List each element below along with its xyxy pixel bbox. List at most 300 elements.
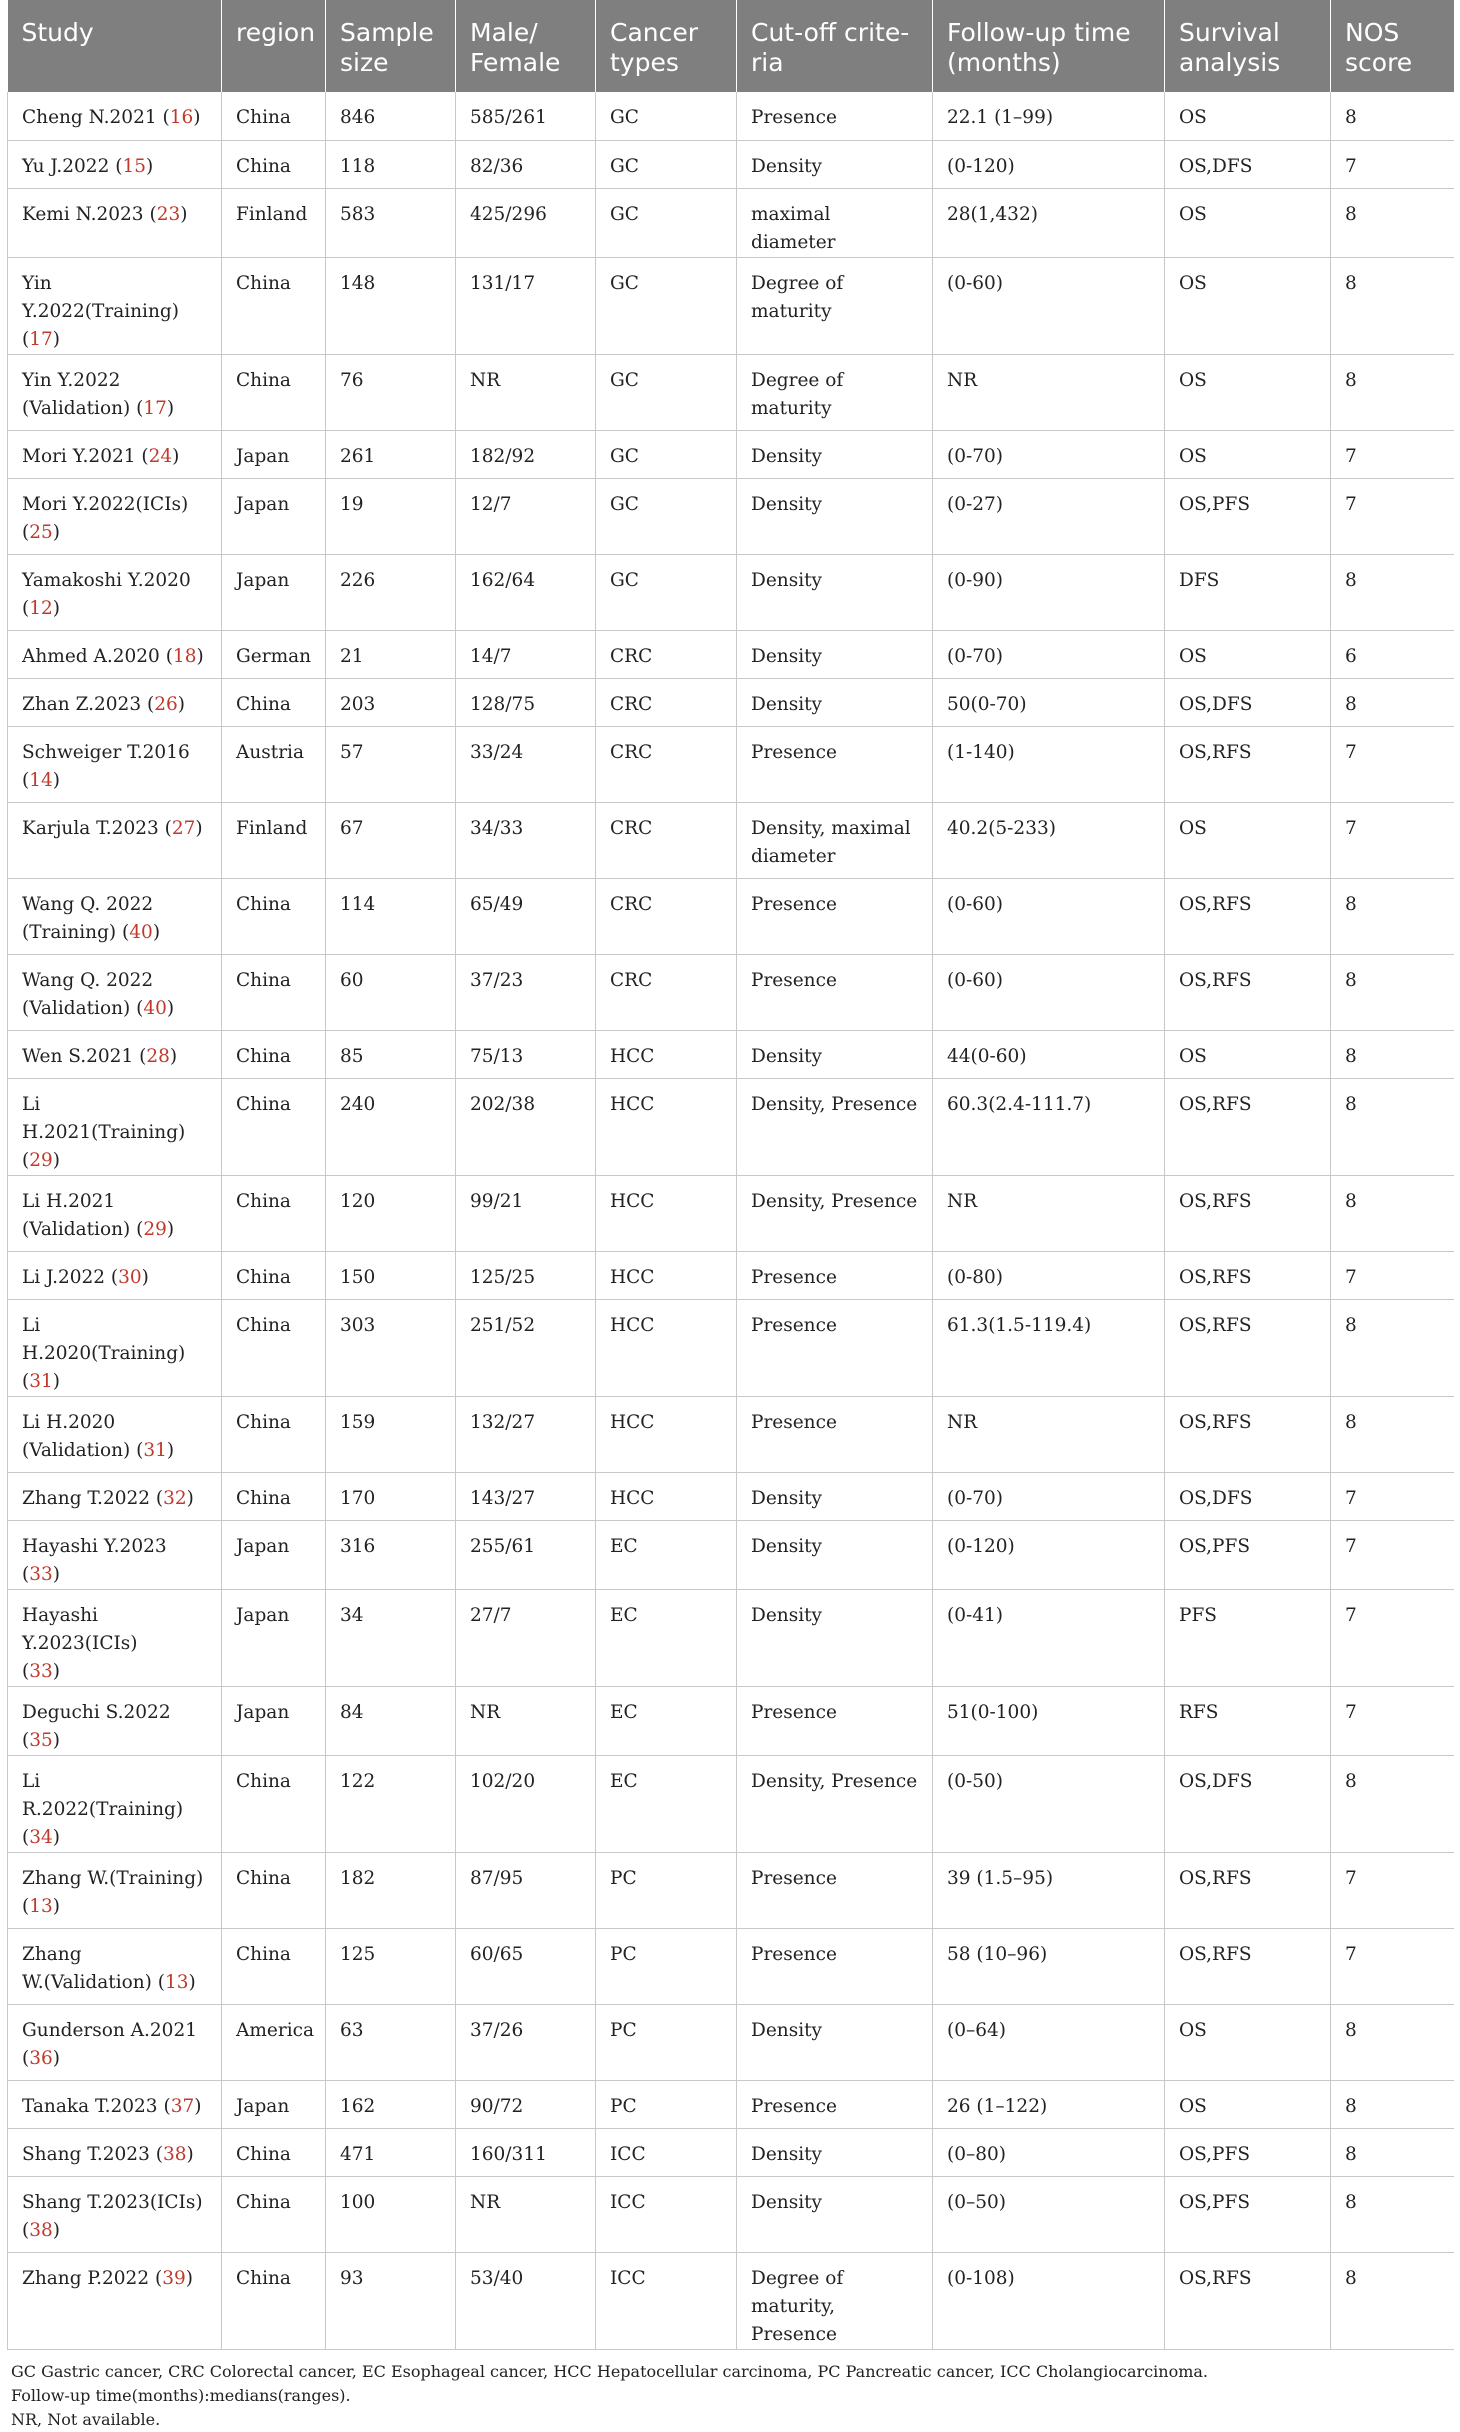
cell-cutoff-criteria: Density	[737, 1030, 933, 1078]
cell-male-female: 87/95	[456, 1852, 596, 1928]
reference-link[interactable]: 39	[162, 2267, 186, 2289]
cell-cutoff-criteria: Density, Presence	[737, 1078, 933, 1175]
cell-cutoff-criteria: Density	[737, 2128, 933, 2176]
cell-cancer-type: HCC	[596, 1175, 737, 1251]
reference-link[interactable]: 13	[165, 1971, 189, 1993]
cell-cutoff-criteria: Density	[737, 1472, 933, 1520]
cell-nos-score: 8	[1331, 257, 1454, 354]
cell-follow-up-time: (0-60)	[933, 257, 1165, 354]
cell-survival-analysis: OS	[1165, 2004, 1331, 2080]
cell-cancer-type: HCC	[596, 1251, 737, 1299]
table-row	[8, 478, 1454, 554]
cell-cutoff-criteria: Density, maximal diameter	[737, 802, 933, 878]
cell-nos-score: 7	[1331, 726, 1454, 802]
table-row	[8, 802, 1454, 878]
cell-nos-score: 8	[1331, 554, 1454, 630]
reference-link[interactable]: 15	[122, 155, 146, 177]
cell-cancer-type: CRC	[596, 630, 737, 678]
table-row	[8, 1078, 1454, 1175]
cell-cutoff-criteria: Density	[737, 554, 933, 630]
cell-follow-up-time: (1-140)	[933, 726, 1165, 802]
column-header-nos-score: NOS score	[1331, 0, 1454, 92]
cell-cutoff-criteria: Density, Presence	[737, 1175, 933, 1251]
cell-region: Finland	[222, 802, 326, 878]
cell-study: Tanaka T.2023 (37)	[8, 2080, 222, 2128]
table-row	[8, 726, 1454, 802]
cell-cancer-type: GC	[596, 478, 737, 554]
cell-male-female: 160/311	[456, 2128, 596, 2176]
cell-sample-size: 114	[326, 878, 456, 954]
cell-region: Japan	[222, 1589, 326, 1686]
footnote-line: GC Gastric cancer, CRC Colorectal cancer, EC Esophageal cancer, HCC Hepatocellular carcinoma, PC Pancreatic cancer, ICC Cholangiocarcinoma.	[11, 2361, 1209, 2381]
cell-male-female: NR	[456, 354, 596, 430]
reference-link[interactable]: 13	[29, 1895, 53, 1917]
cell-nos-score: 8	[1331, 2176, 1454, 2252]
table-row	[8, 1175, 1454, 1251]
cell-cutoff-criteria: Density, Presence	[737, 1755, 933, 1852]
cell-follow-up-time: 26 (1–122)	[933, 2080, 1165, 2128]
cell-study: Yu J.2022 (15)	[8, 140, 222, 188]
cell-sample-size: 100	[326, 2176, 456, 2252]
cell-cutoff-criteria: Density	[737, 678, 933, 726]
cell-study: Gunderson A.2021 (36)	[8, 2004, 222, 2080]
cell-follow-up-time: (0-70)	[933, 430, 1165, 478]
cell-survival-analysis: OS,RFS	[1165, 1251, 1331, 1299]
cell-cutoff-criteria: Density	[737, 140, 933, 188]
cell-cutoff-criteria: maximal diameter	[737, 188, 933, 257]
cell-follow-up-time: (0–50)	[933, 2176, 1165, 2252]
cell-survival-analysis: OS,RFS	[1165, 954, 1331, 1030]
cell-male-female: 202/38	[456, 1078, 596, 1175]
cell-male-female: 37/26	[456, 2004, 596, 2080]
cell-study: Ahmed A.2020 (18)	[8, 630, 222, 678]
table-row	[8, 1520, 1454, 1589]
cell-survival-analysis: OS	[1165, 1030, 1331, 1078]
cell-sample-size: 76	[326, 354, 456, 430]
reference-link[interactable]: 33	[29, 1563, 53, 1585]
cell-region: China	[222, 2176, 326, 2252]
cell-region: China	[222, 878, 326, 954]
cell-region: Japan	[222, 554, 326, 630]
table-row	[8, 630, 1454, 678]
column-header-study: Study	[8, 0, 222, 92]
cell-cancer-type: GC	[596, 430, 737, 478]
reference-link[interactable]: 23	[156, 203, 181, 225]
reference-link[interactable]: 12	[29, 597, 53, 619]
cell-cutoff-criteria: Density	[737, 430, 933, 478]
reference-link[interactable]: 25	[29, 521, 53, 543]
cell-follow-up-time: 39 (1.5–95)	[933, 1852, 1165, 1928]
cell-male-female: 12/7	[456, 478, 596, 554]
cell-study: Li H.2020 (Validation) (31)	[8, 1396, 222, 1472]
header-row	[8, 0, 1454, 92]
reference-link[interactable]: 17	[143, 397, 167, 419]
cell-follow-up-time: 50(0-70)	[933, 678, 1165, 726]
reference-link[interactable]: 27	[171, 817, 196, 839]
cell-nos-score: 8	[1331, 1396, 1454, 1472]
cell-nos-score: 7	[1331, 430, 1454, 478]
cell-study: Hayashi Y.2023(ICIs) (33)	[8, 1589, 222, 1686]
table-footnotes	[7, 2360, 1453, 2432]
cell-cancer-type: HCC	[596, 1078, 737, 1175]
reference-link[interactable]: 18	[172, 645, 197, 667]
cell-study: Zhan Z.2023 (26)	[8, 678, 222, 726]
column-header-region: region	[222, 0, 326, 92]
cell-nos-score: 8	[1331, 878, 1454, 954]
cell-follow-up-time: NR	[933, 1396, 1165, 1472]
table-row	[8, 2080, 1454, 2128]
cell-male-female: 128/75	[456, 678, 596, 726]
cell-follow-up-time: (0-120)	[933, 140, 1165, 188]
column-header-follow-up-time: Follow-up time (months)	[933, 0, 1165, 92]
cell-cutoff-criteria: Presence	[737, 954, 933, 1030]
table-row	[8, 1030, 1454, 1078]
cell-nos-score: 7	[1331, 140, 1454, 188]
table-row	[8, 554, 1454, 630]
cell-male-female: 132/27	[456, 1396, 596, 1472]
cell-cutoff-criteria: Density	[737, 1589, 933, 1686]
cell-follow-up-time: 51(0-100)	[933, 1686, 1165, 1755]
cell-region: China	[222, 2128, 326, 2176]
cell-follow-up-time: (0-50)	[933, 1755, 1165, 1852]
cell-study: Hayashi Y.2023 (33)	[8, 1520, 222, 1589]
cell-sample-size: 63	[326, 2004, 456, 2080]
cell-nos-score: 8	[1331, 2252, 1454, 2349]
reference-link[interactable]: 17	[29, 328, 53, 350]
cell-sample-size: 150	[326, 1251, 456, 1299]
table-row	[8, 1472, 1454, 1520]
cell-follow-up-time: (0–80)	[933, 2128, 1165, 2176]
cell-region: China	[222, 257, 326, 354]
cell-male-female: 251/52	[456, 1299, 596, 1396]
cell-survival-analysis: OS,DFS	[1165, 678, 1331, 726]
cell-region: Japan	[222, 1520, 326, 1589]
cell-follow-up-time: 61.3(1.5-119.4)	[933, 1299, 1165, 1396]
table-row	[8, 954, 1454, 1030]
cell-cancer-type: HCC	[596, 1396, 737, 1472]
cell-male-female: 162/64	[456, 554, 596, 630]
cell-cutoff-criteria: Density	[737, 478, 933, 554]
reference-link[interactable]: 28	[146, 1045, 170, 1067]
cell-male-female: 125/25	[456, 1251, 596, 1299]
cell-study: Shang T.2023 (38)	[8, 2128, 222, 2176]
cell-region: German	[222, 630, 326, 678]
cell-survival-analysis: OS,RFS	[1165, 1852, 1331, 1928]
table-row	[8, 2004, 1454, 2080]
cell-survival-analysis: OS,RFS	[1165, 2252, 1331, 2349]
cell-cancer-type: PC	[596, 1928, 737, 2004]
cell-study: Li H.2021(Training) (29)	[8, 1078, 222, 1175]
cell-survival-analysis: OS,RFS	[1165, 726, 1331, 802]
footnote-line: NR, Not available.	[11, 2409, 161, 2429]
study-table-wrapper	[7, 0, 1453, 2432]
cell-cutoff-criteria: Presence	[737, 92, 933, 140]
cell-study: Mori Y.2022(ICIs) (25)	[8, 478, 222, 554]
cell-cutoff-criteria: Presence	[737, 878, 933, 954]
cell-region: China	[222, 2252, 326, 2349]
cell-region: Japan	[222, 430, 326, 478]
cell-survival-analysis: OS	[1165, 188, 1331, 257]
cell-nos-score: 7	[1331, 1589, 1454, 1686]
cell-study: Karjula T.2023 (27)	[8, 802, 222, 878]
reference-link[interactable]: 32	[163, 1487, 187, 1509]
cell-survival-analysis: RFS	[1165, 1686, 1331, 1755]
table-row	[8, 354, 1454, 430]
cell-cancer-type: GC	[596, 354, 737, 430]
cell-region: Austria	[222, 726, 326, 802]
cell-region: China	[222, 1928, 326, 2004]
cell-nos-score: 8	[1331, 1299, 1454, 1396]
cell-cutoff-criteria: Density	[737, 2004, 933, 2080]
cell-nos-score: 8	[1331, 1175, 1454, 1251]
cell-nos-score: 8	[1331, 354, 1454, 430]
cell-sample-size: 316	[326, 1520, 456, 1589]
cell-region: China	[222, 1755, 326, 1852]
cell-sample-size: 84	[326, 1686, 456, 1755]
cell-cancer-type: PC	[596, 1852, 737, 1928]
reference-link[interactable]: 24	[148, 445, 173, 467]
cell-region: China	[222, 1175, 326, 1251]
reference-link[interactable]: 29	[29, 1149, 53, 1171]
cell-region: China	[222, 92, 326, 140]
cell-region: China	[222, 1852, 326, 1928]
cell-nos-score: 8	[1331, 1030, 1454, 1078]
cell-study: Li J.2022 (30)	[8, 1251, 222, 1299]
cell-study: Mori Y.2021 (24)	[8, 430, 222, 478]
cell-cutoff-criteria: Density	[737, 2176, 933, 2252]
cell-nos-score: 8	[1331, 678, 1454, 726]
cell-follow-up-time: 40.2(5-233)	[933, 802, 1165, 878]
reference-link[interactable]: 38	[162, 2143, 187, 2165]
cell-cutoff-criteria: Degree of maturity	[737, 354, 933, 430]
footnote-line: Follow-up time(months):medians(ranges).	[11, 2385, 351, 2405]
cell-sample-size: 34	[326, 1589, 456, 1686]
cell-sample-size: 85	[326, 1030, 456, 1078]
cell-region: China	[222, 1251, 326, 1299]
cell-region: China	[222, 1030, 326, 1078]
table-row	[8, 1755, 1454, 1852]
cell-male-female: 33/24	[456, 726, 596, 802]
column-header-male-female: Male/ Female	[456, 0, 596, 92]
cell-study: Shang T.2023(ICIs) (38)	[8, 2176, 222, 2252]
reference-link[interactable]: 34	[29, 1826, 53, 1848]
cell-follow-up-time: (0-80)	[933, 1251, 1165, 1299]
cell-cancer-type: EC	[596, 1589, 737, 1686]
cell-follow-up-time: (0-60)	[933, 954, 1165, 1030]
column-header-cancer-types: Cancer types	[596, 0, 737, 92]
cell-nos-score: 7	[1331, 1852, 1454, 1928]
cell-sample-size: 261	[326, 430, 456, 478]
cell-nos-score: 8	[1331, 2004, 1454, 2080]
cell-cancer-type: GC	[596, 92, 737, 140]
cell-nos-score: 8	[1331, 954, 1454, 1030]
cell-region: Finland	[222, 188, 326, 257]
cell-follow-up-time: (0-120)	[933, 1520, 1165, 1589]
cell-study: Wen S.2021 (28)	[8, 1030, 222, 1078]
cell-follow-up-time: 58 (10–96)	[933, 1928, 1165, 2004]
reference-link[interactable]: 30	[118, 1266, 142, 1288]
reference-link[interactable]: 35	[29, 1729, 53, 1751]
cell-region: Japan	[222, 2080, 326, 2128]
cell-survival-analysis: OS,PFS	[1165, 1520, 1331, 1589]
table-row	[8, 1396, 1454, 1472]
cell-male-female: 60/65	[456, 1928, 596, 2004]
cell-nos-score: 8	[1331, 2080, 1454, 2128]
table-row	[8, 140, 1454, 188]
cell-male-female: 90/72	[456, 2080, 596, 2128]
cell-follow-up-time: 60.3(2.4-111.7)	[933, 1078, 1165, 1175]
cell-cancer-type: GC	[596, 188, 737, 257]
cell-sample-size: 120	[326, 1175, 456, 1251]
cell-survival-analysis: OS,PFS	[1165, 2128, 1331, 2176]
cell-cancer-type: HCC	[596, 1472, 737, 1520]
cell-region: Japan	[222, 1686, 326, 1755]
table-row	[8, 92, 1454, 140]
cell-male-female: 131/17	[456, 257, 596, 354]
cell-survival-analysis: OS,RFS	[1165, 1078, 1331, 1175]
cell-male-female: NR	[456, 2176, 596, 2252]
cell-cancer-type: EC	[596, 1686, 737, 1755]
reference-link[interactable]: 36	[29, 2047, 53, 2069]
cell-survival-analysis: OS,RFS	[1165, 878, 1331, 954]
cell-cutoff-criteria: Presence	[737, 1852, 933, 1928]
table-row	[8, 1928, 1454, 2004]
cell-study: Wang Q. 2022 (Training) (40)	[8, 878, 222, 954]
cell-follow-up-time: NR	[933, 354, 1165, 430]
cell-cutoff-criteria: Presence	[737, 1928, 933, 2004]
table-row	[8, 2128, 1454, 2176]
cell-survival-analysis: DFS	[1165, 554, 1331, 630]
cell-nos-score: 8	[1331, 2128, 1454, 2176]
cell-nos-score: 8	[1331, 1755, 1454, 1852]
cell-cancer-type: PC	[596, 2004, 737, 2080]
cell-cutoff-criteria: Presence	[737, 2080, 933, 2128]
cell-male-female: 102/20	[456, 1755, 596, 1852]
cell-follow-up-time: (0-108)	[933, 2252, 1165, 2349]
cell-follow-up-time: 44(0-60)	[933, 1030, 1165, 1078]
reference-link[interactable]: 31	[29, 1370, 53, 1392]
cell-male-female: 34/33	[456, 802, 596, 878]
cell-survival-analysis: OS,RFS	[1165, 1175, 1331, 1251]
cell-cancer-type: CRC	[596, 878, 737, 954]
cell-sample-size: 583	[326, 188, 456, 257]
cell-survival-analysis: OS,DFS	[1165, 1755, 1331, 1852]
cell-survival-analysis: OS	[1165, 354, 1331, 430]
cell-sample-size: 57	[326, 726, 456, 802]
cell-region: China	[222, 1078, 326, 1175]
cell-survival-analysis: OS,RFS	[1165, 1299, 1331, 1396]
cell-male-female: 143/27	[456, 1472, 596, 1520]
cell-follow-up-time: (0-70)	[933, 630, 1165, 678]
reference-link[interactable]: 29	[143, 1218, 167, 1240]
cell-follow-up-time: NR	[933, 1175, 1165, 1251]
cell-survival-analysis: OS	[1165, 92, 1331, 140]
cell-sample-size: 21	[326, 630, 456, 678]
reference-link[interactable]: 38	[29, 2219, 53, 2241]
table-row	[8, 1251, 1454, 1299]
cell-survival-analysis: OS	[1165, 2080, 1331, 2128]
cell-follow-up-time: (0-90)	[933, 554, 1165, 630]
cell-survival-analysis: OS,DFS	[1165, 1472, 1331, 1520]
cell-sample-size: 148	[326, 257, 456, 354]
cell-study: Li R.2022(Training) (34)	[8, 1755, 222, 1852]
cell-follow-up-time: (0–64)	[933, 2004, 1165, 2080]
reference-link[interactable]: 26	[154, 693, 178, 715]
cell-survival-analysis: OS	[1165, 430, 1331, 478]
cell-nos-score: 7	[1331, 1520, 1454, 1589]
reference-link[interactable]: 40	[143, 997, 167, 1019]
cell-cutoff-criteria: Presence	[737, 1251, 933, 1299]
cell-region: China	[222, 1299, 326, 1396]
cell-study: Yamakoshi Y.2020 (12)	[8, 554, 222, 630]
cell-male-female: 99/21	[456, 1175, 596, 1251]
cell-male-female: 255/61	[456, 1520, 596, 1589]
cell-survival-analysis: PFS	[1165, 1589, 1331, 1686]
column-header-cutoff-criteria: Cut-off crite- ria	[737, 0, 933, 92]
reference-link[interactable]: 37	[170, 2095, 195, 2117]
cell-survival-analysis: OS	[1165, 630, 1331, 678]
cell-cancer-type: ICC	[596, 2176, 737, 2252]
cell-sample-size: 170	[326, 1472, 456, 1520]
cell-cancer-type: CRC	[596, 678, 737, 726]
cell-cutoff-criteria: Density	[737, 630, 933, 678]
column-header-sample-size: Sample size	[326, 0, 456, 92]
cell-sample-size: 846	[326, 92, 456, 140]
cell-nos-score: 8	[1331, 1078, 1454, 1175]
cell-cancer-type: EC	[596, 1520, 737, 1589]
cell-survival-analysis: OS,PFS	[1165, 2176, 1331, 2252]
table-row	[8, 188, 1454, 257]
cell-study: Schweiger T.2016 (14)	[8, 726, 222, 802]
cell-cancer-type: GC	[596, 554, 737, 630]
reference-link[interactable]: 33	[29, 1660, 53, 1682]
cell-sample-size: 125	[326, 1928, 456, 2004]
reference-link[interactable]: 31	[143, 1439, 167, 1461]
cell-follow-up-time: 28(1,432)	[933, 188, 1165, 257]
cell-cutoff-criteria: Presence	[737, 726, 933, 802]
cell-cancer-type: HCC	[596, 1299, 737, 1396]
cell-sample-size: 118	[326, 140, 456, 188]
table-row	[8, 2252, 1454, 2349]
cell-survival-analysis: OS	[1165, 257, 1331, 354]
cell-survival-analysis: OS,PFS	[1165, 478, 1331, 554]
cell-nos-score: 7	[1331, 478, 1454, 554]
cell-male-female: 425/296	[456, 188, 596, 257]
reference-link[interactable]: 16	[169, 107, 194, 128]
cell-cancer-type: GC	[596, 140, 737, 188]
cell-male-female: 14/7	[456, 630, 596, 678]
cell-follow-up-time: (0-70)	[933, 1472, 1165, 1520]
cell-male-female: 585/261	[456, 92, 596, 140]
cell-cutoff-criteria: Presence	[737, 1299, 933, 1396]
table-row	[8, 1299, 1454, 1396]
column-header-survival-analysis: Survival analysis	[1165, 0, 1331, 92]
cell-study: Kemi N.2023 (23)	[8, 188, 222, 257]
cell-study: Zhang W.(Training) (13)	[8, 1852, 222, 1928]
reference-link[interactable]: 14	[29, 769, 53, 791]
cell-nos-score: 7	[1331, 1928, 1454, 2004]
reference-link[interactable]: 40	[129, 921, 153, 943]
cell-sample-size: 240	[326, 1078, 456, 1175]
table-row	[8, 678, 1454, 726]
cell-male-female: 75/13	[456, 1030, 596, 1078]
cell-cancer-type: CRC	[596, 802, 737, 878]
cell-survival-analysis: OS,RFS	[1165, 1396, 1331, 1472]
cell-cancer-type: HCC	[596, 1030, 737, 1078]
cell-sample-size: 471	[326, 2128, 456, 2176]
cell-male-female: 65/49	[456, 878, 596, 954]
cell-cutoff-criteria: Degree of maturity	[737, 257, 933, 354]
